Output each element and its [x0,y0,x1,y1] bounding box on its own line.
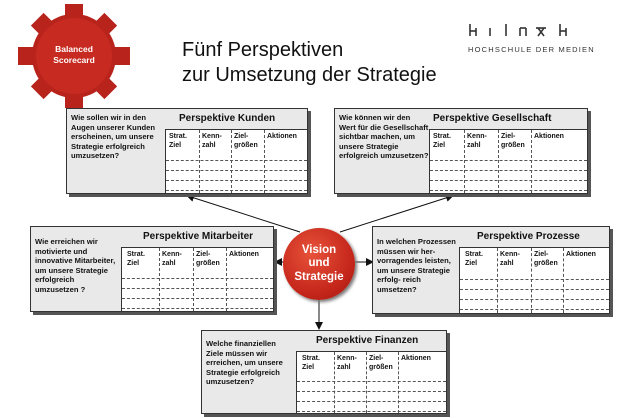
page-title [182,38,437,88]
center-line-3: Strategie [294,270,344,283]
col-zielgroessen: Ziel- größen [369,355,393,371]
center-line-2: und [308,257,330,270]
badge-line-1: Balanced [55,44,93,54]
kunden-table [165,129,307,193]
prozesse-title: Perspektive Prozesse [477,231,580,242]
prozesse-question: In welchen Prozessen müssen wir her- vorragendes leisten, um unsere Strategie erfolg- reich umsetzen? [377,237,456,294]
col-strat-ziel: Strat. Ziel [433,133,451,149]
gesellschaft-table [429,129,587,193]
col-aktionen: Aktionen [534,133,564,140]
col-zielgroessen: Ziel- größen [501,133,525,149]
kunden-question: Wie sollen wir in den Augen unserer Kunden erscheinen, um unsere Strategie erfolgreich umzusetzen? [71,113,155,161]
balanced-scorecard-badge [18,4,168,112]
col-kennzahl: Kenn- zahl [337,355,357,371]
vision-strategie-circle [283,228,355,300]
col-zielgroessen: Ziel- größen [234,133,258,149]
card-perspektive-prozesse [372,226,610,314]
col-aktionen: Aktionen [267,133,297,140]
mitarbeiter-question: Wie erreichen wir motivierte und innovative Mitarbeiter, um unsere Strategie erfolgreich umzusetzen ? [35,237,116,294]
col-strat-ziel: Strat. Ziel [127,251,145,267]
col-strat-ziel: Strat. Ziel [169,133,187,149]
card-perspektive-mitarbeiter [30,226,274,312]
col-kennzahl: Kenn- zahl [500,251,520,267]
col-kennzahl: Kenn- zahl [162,251,182,267]
col-aktionen: Aktionen [566,251,596,258]
hdm-logo [468,22,608,54]
gesellschaft-title: Perspektive Gesellschaft [433,113,552,124]
finanzen-question: Welche finanziellen Ziele müssen wir erreichen, um unsere Strategie erfolgreich umzusetzen? [206,339,283,387]
kunden-title: Perspektive Kunden [179,113,276,124]
col-aktionen: Aktionen [229,251,259,258]
finanzen-title: Perspektive Finanzen [316,335,419,346]
mitarbeiter-table [121,247,273,311]
mitarbeiter-title: Perspektive Mitarbeiter [143,231,254,242]
col-strat-ziel: Strat. Ziel [465,251,483,267]
col-kennzahl: Kenn- zahl [202,133,222,149]
title-line-2: zur Umsetzung der Strategie [182,64,437,86]
prozesse-table [459,247,609,313]
logo-text: HOCHSCHULE DER MEDIEN [468,45,595,54]
col-zielgroessen: Ziel- größen [196,251,220,267]
card-perspektive-kunden [66,108,308,194]
col-strat-ziel: Strat. Ziel [302,355,320,371]
col-zielgroessen: Ziel- größen [534,251,558,267]
gesellschaft-question: Wie können wir den Wert für die Gesellschaft sichtbar machen, um unsere Strategie erfolgreich umzusetzen? [339,113,429,161]
badge-label [18,44,130,66]
logo-mark-icon [468,22,588,38]
col-kennzahl: Kenn- zahl [467,133,487,149]
badge-line-2: Scorecard [53,55,95,65]
title-line-1: Fünf Perspektiven [182,39,344,61]
center-line-1: Vision [301,243,337,256]
col-aktionen: Aktionen [401,355,431,362]
card-perspektive-finanzen [201,330,447,414]
finanzen-table [296,351,446,413]
card-perspektive-gesellschaft [334,108,588,194]
